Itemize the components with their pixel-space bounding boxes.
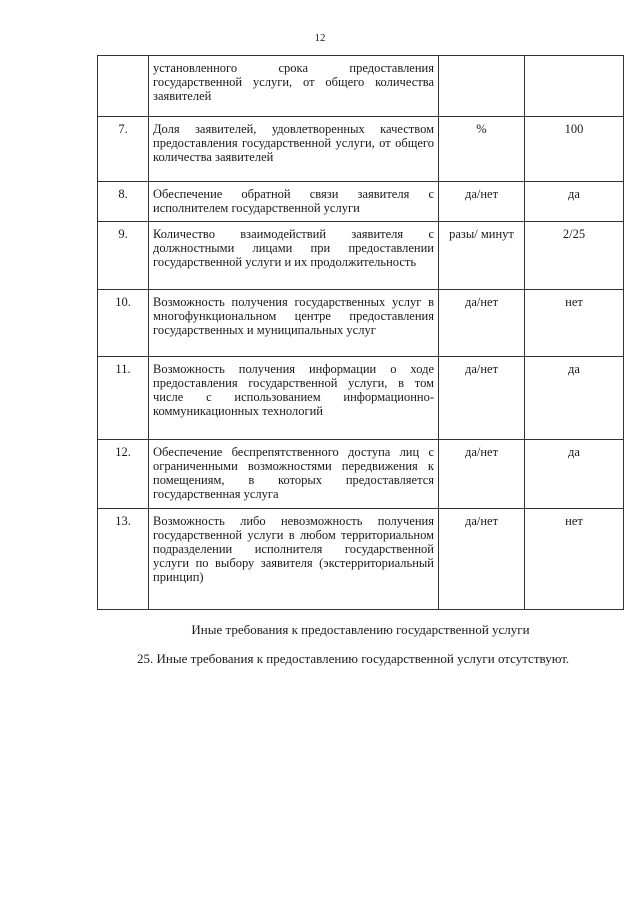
quality-indicators-table (97, 55, 624, 610)
indicator-value: 2/25 (525, 222, 624, 290)
indicator-unit: да/нет (439, 290, 525, 357)
indicator-unit: да/нет (439, 440, 525, 509)
indicator-unit: % (439, 117, 525, 182)
indicator-name: Возможность либо невозможность получения государственной услуги в любом территориальном подразделении исполнителя государственной услуги по выбору заявителя (экстерриториальный принцип) (149, 509, 439, 610)
indicator-unit: разы/ минут (439, 222, 525, 290)
indicator-value: 100 (525, 117, 624, 182)
indicator-value (525, 56, 624, 117)
table-row (98, 222, 624, 290)
indicator-name: Возможность получения государственных услуг в многофункциональном центре предоставления государственных и муниципальных услуг (149, 290, 439, 357)
section-heading: Иные требования к предоставлению государственной услуги (191, 622, 530, 637)
row-number (98, 56, 149, 117)
page-number: 12 (314, 32, 326, 44)
row-number: 9. (98, 222, 149, 290)
indicator-value: да (525, 440, 624, 509)
indicator-value: нет (525, 290, 624, 357)
table-row (98, 290, 624, 357)
indicator-value: нет (525, 509, 624, 610)
paragraph-25: 25. Иные требования к предоставлению государственной услуги отсутствуют. (137, 651, 570, 666)
table-row (98, 440, 624, 509)
indicator-value: да (525, 357, 624, 440)
row-number: 12. (98, 440, 149, 509)
row-number: 7. (98, 117, 149, 182)
row-number: 8. (98, 182, 149, 222)
indicator-unit: да/нет (439, 357, 525, 440)
row-number: 10. (98, 290, 149, 357)
table-row (98, 117, 624, 182)
indicator-name: Доля заявителей, удовлетворенных качеством предоставления государственной услуги, от общего количества заявителей (149, 117, 439, 182)
table-row (98, 182, 624, 222)
indicator-name: Возможность получения информации о ходе предоставления государственной услуги, в том числе с использованием информационно-коммуникационных технологий (149, 357, 439, 440)
row-number: 13. (98, 509, 149, 610)
indicator-name: Количество взаимодействий заявителя с должностными лицами при предоставлении государственной услуги и их продолжительность (149, 222, 439, 290)
row-number: 11. (98, 357, 149, 440)
indicator-name: Обеспечение обратной связи заявителя с исполнителем государственной услуги (149, 182, 439, 222)
table-row (98, 357, 624, 440)
table-row (98, 56, 624, 117)
indicator-name: Обеспечение беспрепятственного доступа лиц с ограниченными возможностями передвижения к помещениям, в которых предоставляется государственная услуга (149, 440, 439, 509)
indicator-unit: да/нет (439, 509, 525, 610)
indicator-unit: да/нет (439, 182, 525, 222)
indicator-unit (439, 56, 525, 117)
table-row (98, 509, 624, 610)
indicator-value: да (525, 182, 624, 222)
indicator-name: установленного срока предоставления государственной услуги, от общего количества заявителей (149, 56, 439, 117)
